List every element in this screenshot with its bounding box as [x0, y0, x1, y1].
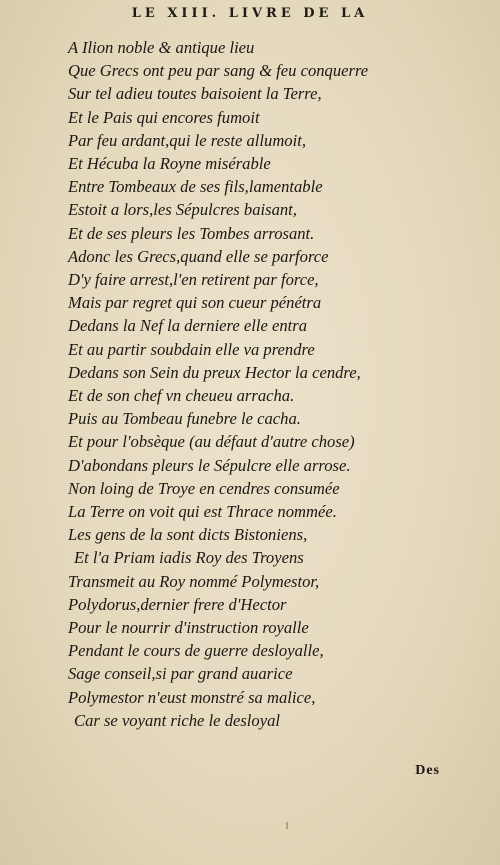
verse-line-22: Les gens de la sont dicts Bistoniens, — [68, 525, 308, 545]
verse-line-28: Sage conseil,si par grand auarice — [68, 664, 293, 684]
verse-line-5: Par feu ardant,qui le reste allumoit, — [68, 130, 306, 150]
verse-line-9: Et de ses pleurs les Tombes arrosant. — [68, 223, 315, 243]
verse-line-12: Mais par regret qui son cueur pénétra — [68, 293, 322, 313]
verse-line-8: Estoit a lors,les Sépulcres baisant, — [68, 200, 297, 220]
verse-line-6: Et Hécuba la Royne misérable — [68, 154, 271, 174]
verse-line-7: Entre Tombeaux de ses fils,lamentable — [68, 177, 323, 197]
verse-line-24: Transmeit au Roy nommé Polymestor, — [68, 571, 320, 591]
running-title: LE XIII. LIVRE DE LA — [131, 6, 369, 21]
verse-line-18: Et pour l'obsèque (au défaut d'autre chose) — [68, 432, 355, 452]
verse-line-4: Et le Pais qui encores fumoit — [68, 107, 260, 127]
verse-line-30: Car se voyant riche le desloyal — [74, 710, 280, 730]
verse-line-13: Dedans la Nef la derniere elle entra — [68, 316, 308, 336]
verse-line-25: Polydorus,dernier frere d'Hector — [68, 594, 287, 614]
paper-mark — [286, 822, 288, 829]
verse-line-20: Non loing de Troye en cendres consumée — [68, 478, 340, 498]
verse-line-15: Dedans son Sein du preux Hector la cendre, — [68, 362, 361, 382]
verse-line-21: La Terre on voit qui est Thrace nommée. — [68, 502, 337, 522]
verse-line-11: D'y faire arrest,l'en retirent par force, — [68, 270, 319, 290]
verse-line-27: Pendant le cours de guerre desloyalle, — [68, 641, 324, 661]
verse-line-2: Que Grecs ont peu par sang & feu conquerre — [68, 61, 369, 81]
verse-line-3: Sur tel adieu toutes baisoient la Terre, — [68, 84, 322, 104]
catchword: Des — [415, 763, 440, 778]
verse-line-10: Adonc les Grecs,quand elle se parforce — [68, 246, 329, 266]
verse-line-14: Et au partir soubdain elle va prendre — [68, 339, 315, 359]
verse-line-19: D'abondans pleurs le Sépulcre elle arrose. — [68, 455, 351, 475]
verse-line-26: Pour le nourrir d'instruction royalle — [68, 618, 309, 638]
verse-line-29: Polymestor n'eust monstré sa malice, — [68, 687, 316, 707]
verse-line-16: Et de son chef vn cheueu arracha. — [68, 386, 295, 406]
verse-line-17: Puis au Tombeau funebre le cacha. — [68, 409, 301, 429]
verse-line-23: Et l'a Priam iadis Roy des Troyens — [74, 548, 304, 568]
verse-line-1: A Ilion noble & antique lieu — [68, 38, 255, 57]
verse-block — [68, 36, 430, 732]
